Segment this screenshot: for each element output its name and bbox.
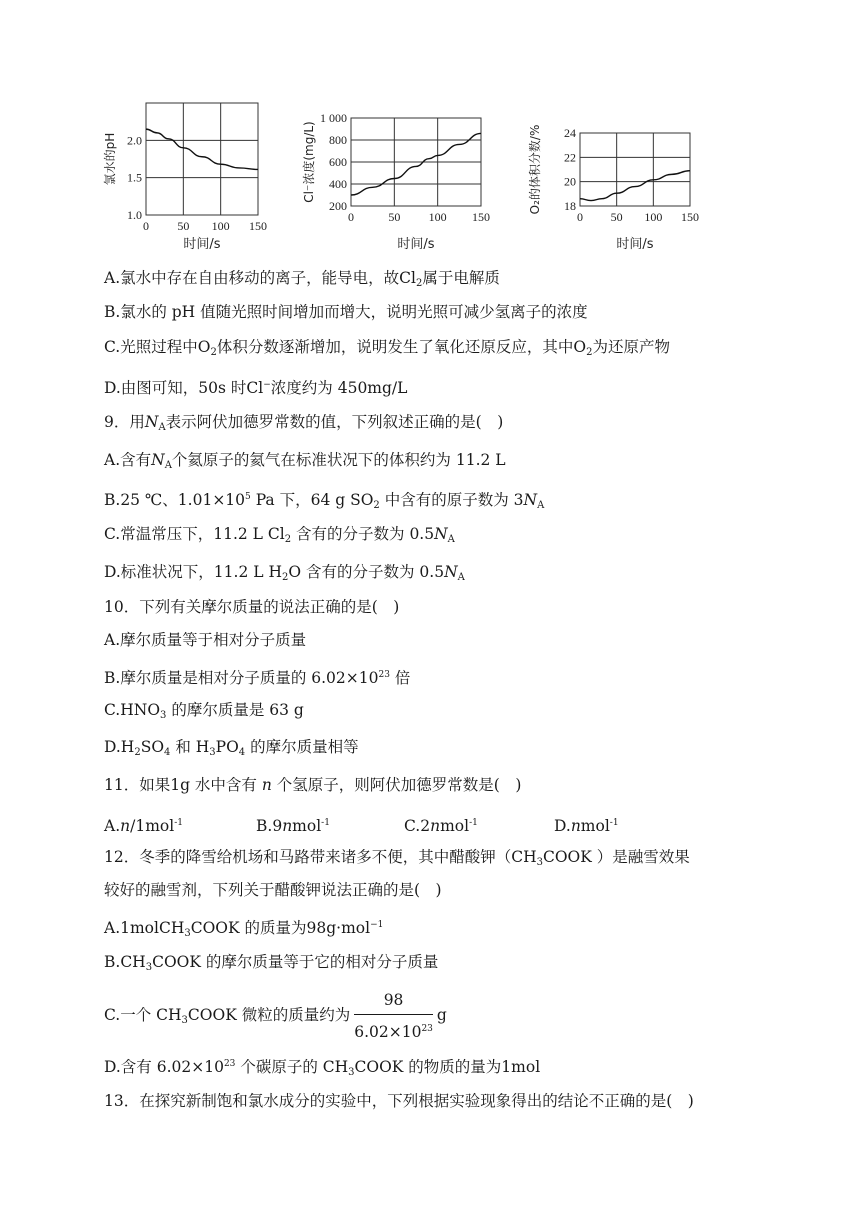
q12-stem-line2: 较好的融雪剂，下列关于醋酸钾说法正确的是( ) xyxy=(104,881,442,899)
x-tick-label: 150 xyxy=(249,219,267,233)
q10-option-b: B.摩尔质量是相对分子质量的 $6.02\times 10^{23}$ 倍 xyxy=(104,669,411,687)
q12-option-c: C.一个 $CH_3COOK$ 微粒的质量约为 $\frac{98}{6.02\times 10^{23}}$ g xyxy=(104,988,447,1044)
q10-stem: 10．下列有关摩尔质量的说法正确的是( ) xyxy=(104,598,400,616)
chloride-chart xyxy=(302,98,505,258)
y-tick-label: 2.0 xyxy=(127,133,142,148)
x-tick-label: 100 xyxy=(644,210,663,224)
y-tick-label: 1.0 xyxy=(127,208,142,222)
series-line xyxy=(146,129,258,169)
q10-option-d: $D.H_2SO_4$ 和 $H_3PO_4$ 的摩尔质量相等 xyxy=(104,738,359,758)
series-line xyxy=(580,171,690,201)
q9-option-b: B.25 ℃、$1.01\times 10^5$ Pa 下，64 g $SO_2$ 中含有的原子数为 $3N_A$ xyxy=(104,491,545,511)
x-tick-label: 50 xyxy=(177,219,190,233)
x-axis-label: 时间/s xyxy=(183,237,221,252)
q10-option-a: A.摩尔质量等于相对分子质量 xyxy=(104,631,307,649)
y-tick-label: 18 xyxy=(564,199,576,213)
ph-chart-svg xyxy=(100,98,280,258)
q11-option-d: D.nmol$^{-1}$ xyxy=(554,817,619,835)
chloride-chart-svg xyxy=(302,98,505,258)
x-tick-label: 0 xyxy=(143,219,149,233)
q12-stem-line1: 12．冬季的降雪给机场和马路带来诸多不便，其中醋酸钾（$CH_3COOK$ ）是融雪效果 xyxy=(104,848,690,868)
y-tick-label: 1.5 xyxy=(127,170,142,185)
series-line xyxy=(351,133,481,195)
ph-chart xyxy=(100,98,280,258)
y-tick-label: 200 xyxy=(329,199,347,213)
y-tick-label: 600 xyxy=(329,155,347,169)
x-tick-label: 50 xyxy=(388,210,401,224)
q13-stem: 13．在探究新制饱和氯水成分的实验中，下列根据实验现象得出的结论不正确的是( ) xyxy=(104,1092,694,1110)
q8-option-b: B.氯水的 pH 值随光照时间增加而增大，说明光照可减少氢离子的浓度 xyxy=(104,303,588,321)
x-tick-label: 0 xyxy=(348,210,354,224)
y-axis-label: Cl⁻浓度(mg/L) xyxy=(302,121,316,203)
q11-option-c: C.2nmol$^{-1}$ xyxy=(404,817,478,835)
q11-stem: 11．如果1g 水中含有 n 个氢原子，则阿伏加德罗常数是( ) xyxy=(104,776,522,794)
oxygen-chart-svg xyxy=(525,98,725,258)
y-axis-label: O₂的体积分数/% xyxy=(528,124,542,215)
q9-option-c: C.常温常压下，11.2 L $Cl_2$ 含有的分子数为 $0.5N_A$ xyxy=(104,525,455,545)
y-tick-label: 24 xyxy=(564,126,576,140)
charts-row xyxy=(100,98,720,258)
plot-frame xyxy=(146,103,258,215)
q11-option-a: A.n/1mol$^{-1}$ xyxy=(104,817,183,835)
y-tick-label: 1 000 xyxy=(320,111,347,125)
y-axis-label: 氯水的pH xyxy=(103,132,117,186)
q12-option-d: D.含有 $6.02\times 10^{23}$ 个碳原子的 $CH_3COOK$ 的物质的量为1mol xyxy=(104,1058,541,1078)
plot-frame xyxy=(580,133,690,206)
q11-option-b: B.9nmol$^{-1}$ xyxy=(256,817,330,835)
y-tick-label: 20 xyxy=(564,174,576,189)
q10-option-c: $C.HNO_3$ 的摩尔质量是 63 g xyxy=(104,701,304,721)
x-axis-label: 时间/s xyxy=(397,237,435,252)
q11-options xyxy=(104,813,704,833)
y-tick-label: 800 xyxy=(329,133,347,147)
q12-option-b: $B.CH_3COOK$ 的摩尔质量等于它的相对分子质量 xyxy=(104,953,439,973)
q12-option-a: A.1molCH$_3$COOK 的质量为98g·mol$^{-1}$ xyxy=(104,919,384,939)
x-tick-label: 0 xyxy=(577,210,583,224)
x-tick-label: 100 xyxy=(211,219,230,233)
mass-fraction: $\frac{98}{6.02\times 10^{23}}$ xyxy=(354,988,433,1044)
y-tick-label: 400 xyxy=(329,177,347,191)
q9-stem: 9．用$N_A$表示阿伏加德罗常数的值，下列叙述正确的是( ) xyxy=(104,413,504,433)
oxygen-chart xyxy=(525,98,725,258)
x-tick-label: 50 xyxy=(610,210,623,224)
q8-option-d: D.由图可知，50s 时Cl−浓度约为 450mg/L xyxy=(104,379,408,397)
q9-option-d: D.标准状况下，11.2 L $H_2O$ 含有的分子数为 $0.5N_A$ xyxy=(104,563,465,583)
x-axis-label: 时间/s xyxy=(616,237,654,252)
q8-option-a: A.氯水中存在自由移动的离子，能导电，故$Cl_2$属于电解质 xyxy=(104,269,500,289)
x-tick-label: 100 xyxy=(428,210,447,224)
q8-option-c: C.光照过程中$O_2$体积分数逐渐增加，说明发生了氧化还原反应，其中$O_2$为还原产物 xyxy=(104,338,670,358)
x-tick-label: 150 xyxy=(472,210,490,224)
q9-option-a: A.含有$N_A$个氦原子的氦气在标准状况下的体积约为 11.2 L xyxy=(104,451,506,471)
y-tick-label: 22 xyxy=(564,150,576,165)
x-tick-label: 150 xyxy=(681,210,699,224)
